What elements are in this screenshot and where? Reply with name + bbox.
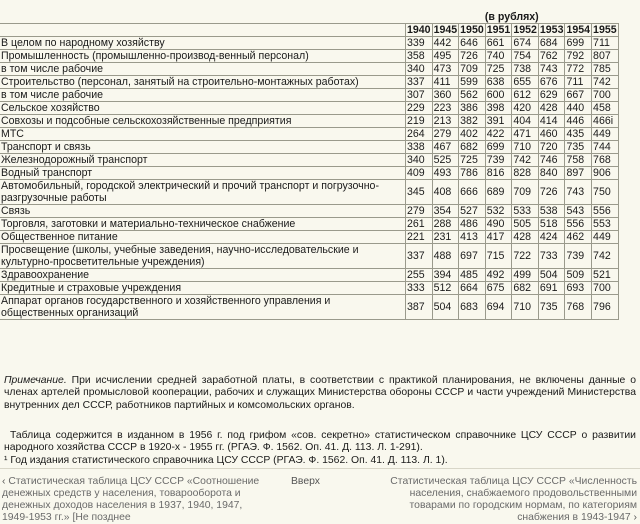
cell-value: 504 xyxy=(538,269,565,282)
row-label: в том числе рабочие xyxy=(0,89,406,102)
cell-value: 391 xyxy=(485,115,512,128)
cell-value: 340 xyxy=(406,63,433,76)
cell-value: 345 xyxy=(406,180,433,205)
next-link[interactable] xyxy=(378,476,637,524)
year-header-1952: 1952 xyxy=(513,24,537,36)
cell-value: 387 xyxy=(406,295,433,320)
year-header-1945: 1945 xyxy=(433,24,458,36)
cell-value: 339 xyxy=(406,37,433,50)
cell-value: 700 xyxy=(592,89,619,102)
cell-value: 772 xyxy=(565,63,592,76)
cell-value: 279 xyxy=(406,205,433,218)
cell-value: 223 xyxy=(432,102,459,115)
cell-value: 495 xyxy=(432,50,459,63)
row-label: Аппарат органов государственного и хозяйственного управления и общественных организаций xyxy=(0,295,406,320)
table-row xyxy=(0,269,618,282)
cell-value: 906 xyxy=(592,167,619,180)
cell-value: 840 xyxy=(538,167,565,180)
source-text: Таблица содержится в изданном в 1956 г. под грифом «сов. секретно» статистическом справочнике ЦСУ СССР о развитии народного хозяйства СССР в 1920-х - 1955 гг. (РГАЭ. Ф. 1562. Оп. 41. Д. 113. Л. 1-291). xyxy=(4,430,636,454)
cell-value: 738 xyxy=(512,63,539,76)
row-label: Сельское хозяйство xyxy=(0,102,406,115)
cell-value: 709 xyxy=(459,63,486,76)
cell-value: 562 xyxy=(459,89,486,102)
cell-value: 538 xyxy=(538,205,565,218)
cell-value: 711 xyxy=(565,76,592,89)
source-paragraph xyxy=(4,430,636,467)
cell-value: 492 xyxy=(485,269,512,282)
cell-value: 553 xyxy=(592,218,619,231)
cell-value: 675 xyxy=(485,282,512,295)
cell-value: 661 xyxy=(485,37,512,50)
cell-value: 689 xyxy=(485,180,512,205)
prev-link[interactable] xyxy=(2,476,264,524)
cell-value: 735 xyxy=(538,295,565,320)
header-spacer xyxy=(0,24,406,37)
cell-value: 792 xyxy=(565,50,592,63)
cell-value: 307 xyxy=(406,89,433,102)
row-label: МТС xyxy=(0,128,406,141)
cell-value: 750 xyxy=(592,180,619,205)
cell-value: 221 xyxy=(406,231,433,244)
cell-value: 467 xyxy=(432,141,459,154)
cell-value: 691 xyxy=(538,282,565,295)
note-lead: Примечание. xyxy=(4,375,67,386)
cell-value: 446 xyxy=(565,115,592,128)
top-link[interactable]: Вверх xyxy=(291,476,320,487)
table-row xyxy=(0,89,618,102)
cell-value: 556 xyxy=(592,205,619,218)
cell-value: 733 xyxy=(538,244,565,269)
cell-value: 255 xyxy=(406,269,433,282)
table-row xyxy=(0,141,618,154)
year-header-1954: 1954 xyxy=(566,24,591,36)
cell-value: 682 xyxy=(459,141,486,154)
row-label: Просвещение (школы, учебные заведения, научно-исследовательские и культурно-просветительные учреждения) xyxy=(0,244,406,269)
wages-table xyxy=(0,11,619,320)
cell-value: 786 xyxy=(459,167,486,180)
cell-value: 338 xyxy=(406,141,433,154)
note-paragraph xyxy=(4,375,636,412)
cell-value: 402 xyxy=(459,128,486,141)
table-caption-row xyxy=(0,11,618,24)
footer-divider xyxy=(0,468,640,469)
cell-value: 532 xyxy=(485,205,512,218)
cell-value: 518 xyxy=(538,218,565,231)
table-row xyxy=(0,231,618,244)
cell-value: 466i xyxy=(592,115,619,128)
table-row xyxy=(0,205,618,218)
year-header-1951: 1951 xyxy=(486,24,511,36)
cell-value: 213 xyxy=(432,115,459,128)
cell-value: 828 xyxy=(512,167,539,180)
cell-value: 768 xyxy=(592,154,619,167)
cell-value: 279 xyxy=(432,128,459,141)
cell-value: 229 xyxy=(406,102,433,115)
cell-value: 504 xyxy=(432,295,459,320)
cell-value: 722 xyxy=(512,244,539,269)
cell-value: 699 xyxy=(485,141,512,154)
table-row xyxy=(0,295,618,320)
cell-value: 428 xyxy=(538,102,565,115)
year-header-1955: 1955 xyxy=(593,24,617,36)
cell-value: 404 xyxy=(512,115,539,128)
table-row xyxy=(0,167,618,180)
table-body xyxy=(0,37,618,320)
cell-value: 460 xyxy=(538,128,565,141)
cell-value: 462 xyxy=(565,231,592,244)
cell-value: 683 xyxy=(459,295,486,320)
year-header-row xyxy=(0,24,618,37)
cell-value: 674 xyxy=(512,37,539,50)
row-label: Автомобильный, городской электрический и прочий транспорт и погрузочно-разгрузочные работы xyxy=(0,180,406,205)
cell-value: 527 xyxy=(459,205,486,218)
cell-value: 726 xyxy=(459,50,486,63)
table-row xyxy=(0,218,618,231)
cell-value: 664 xyxy=(459,282,486,295)
cell-value: 428 xyxy=(512,231,539,244)
cell-value: 458 xyxy=(592,102,619,115)
cell-value: 512 xyxy=(432,282,459,295)
cell-value: 694 xyxy=(485,295,512,320)
cell-value: 442 xyxy=(432,37,459,50)
cell-value: 340 xyxy=(406,154,433,167)
cell-value: 411 xyxy=(432,76,459,89)
cell-value: 264 xyxy=(406,128,433,141)
row-label: Связь xyxy=(0,205,406,218)
cell-value: 743 xyxy=(565,180,592,205)
cell-value: 743 xyxy=(538,63,565,76)
cell-value: 449 xyxy=(592,128,619,141)
caption-spacer xyxy=(0,11,406,24)
cell-value: 676 xyxy=(538,76,565,89)
cell-value: 629 xyxy=(538,89,565,102)
cell-value: 333 xyxy=(406,282,433,295)
cell-value: 700 xyxy=(592,282,619,295)
cell-value: 288 xyxy=(432,218,459,231)
cell-value: 424 xyxy=(538,231,565,244)
cell-value: 261 xyxy=(406,218,433,231)
cell-value: 449 xyxy=(592,231,619,244)
table-row xyxy=(0,76,618,89)
cell-value: 394 xyxy=(432,269,459,282)
cell-value: 219 xyxy=(406,115,433,128)
next-link-title: Статистическая таблица ЦСУ СССР «Численность населения, снабжаемого продовольственными товарами по городским нормам, по категориям снабжения в 1943-1947 xyxy=(390,476,637,523)
cell-value: 543 xyxy=(565,205,592,218)
cell-value: 768 xyxy=(565,295,592,320)
row-label: Общественное питание xyxy=(0,231,406,244)
cell-value: 742 xyxy=(512,154,539,167)
cell-value: 758 xyxy=(565,154,592,167)
row-label: Промышленность (промышленно-производ-венный персонал) xyxy=(0,50,406,63)
prev-link-title: Статистическая таблица ЦСУ СССР «Соотношение денежных средств у населения, товарооборота и денежных доходов населения в 1937, 1940, 1947, 1949-1953 гг.» [Не позднее xyxy=(2,476,260,523)
cell-value: 746 xyxy=(538,154,565,167)
table-row xyxy=(0,37,618,50)
cell-value: 785 xyxy=(592,63,619,76)
cell-value: 525 xyxy=(432,154,459,167)
cell-value: 711 xyxy=(592,37,619,50)
cell-value: 796 xyxy=(592,295,619,320)
cell-value: 337 xyxy=(406,244,433,269)
cell-value: 505 xyxy=(512,218,539,231)
cell-value: 471 xyxy=(512,128,539,141)
cell-value: 488 xyxy=(432,244,459,269)
row-label: Водный транспорт xyxy=(0,167,406,180)
table-row xyxy=(0,115,618,128)
table-row xyxy=(0,244,618,269)
row-label: Совхозы и подсобные сельскохозяйственные предприятия xyxy=(0,115,406,128)
cell-value: 638 xyxy=(485,76,512,89)
cell-value: 414 xyxy=(538,115,565,128)
cell-value: 682 xyxy=(512,282,539,295)
cell-value: 231 xyxy=(432,231,459,244)
cell-value: 735 xyxy=(565,141,592,154)
row-label: Транспорт и связь xyxy=(0,141,406,154)
cell-value: 897 xyxy=(565,167,592,180)
cell-value: 417 xyxy=(485,231,512,244)
table-row xyxy=(0,102,618,115)
cell-value: 725 xyxy=(459,154,486,167)
cell-value: 742 xyxy=(592,76,619,89)
note-text: При исчислении средней заработной платы, в соответствии с практикой планирования, не включены данные о членах артелей промысловой кооперации, рабочих и служащих Министерства обороны СССР и части учреждений Министерства внутренних дел СССР, работников партийных и комсомольских органов. xyxy=(4,375,636,411)
cell-value: 409 xyxy=(406,167,433,180)
cell-value: 398 xyxy=(485,102,512,115)
cell-value: 684 xyxy=(538,37,565,50)
cell-value: 720 xyxy=(538,141,565,154)
cell-value: 612 xyxy=(512,89,539,102)
unit-caption: (в рублях) xyxy=(484,11,539,23)
cell-value: 422 xyxy=(485,128,512,141)
row-label: Железнодорожный транспорт xyxy=(0,154,406,167)
row-label: в том числе рабочие xyxy=(0,63,406,76)
cell-value: 486 xyxy=(459,218,486,231)
cell-value: 646 xyxy=(459,37,486,50)
cell-value: 699 xyxy=(565,37,592,50)
table-row xyxy=(0,50,618,63)
table-row xyxy=(0,63,618,76)
cell-value: 725 xyxy=(485,63,512,76)
cell-value: 667 xyxy=(565,89,592,102)
cell-value: 533 xyxy=(512,205,539,218)
year-header-1950: 1950 xyxy=(460,24,484,36)
cell-value: 754 xyxy=(512,50,539,63)
cell-value: 807 xyxy=(592,50,619,63)
cell-value: 744 xyxy=(592,141,619,154)
year-header-1940: 1940 xyxy=(407,24,431,36)
cell-value: 666 xyxy=(459,180,486,205)
cell-value: 499 xyxy=(512,269,539,282)
next-arrow-icon: › xyxy=(633,512,637,523)
cell-value: 710 xyxy=(512,295,539,320)
cell-value: 435 xyxy=(565,128,592,141)
source-footnote: ¹ Год издания статистического справочника ЦСУ СССР (РГАЭ. Ф. 1562. Оп. 41. Д. 113. Л. 1). xyxy=(4,454,448,466)
cell-value: 386 xyxy=(459,102,486,115)
table-row xyxy=(0,180,618,205)
cell-value: 360 xyxy=(432,89,459,102)
cell-value: 413 xyxy=(459,231,486,244)
prev-arrow-icon: ‹ xyxy=(2,476,6,487)
year-header-1953: 1953 xyxy=(539,24,564,36)
cell-value: 473 xyxy=(432,63,459,76)
cell-value: 509 xyxy=(565,269,592,282)
cell-value: 600 xyxy=(485,89,512,102)
row-label: Строительство (персонал, занятый на строительно-монтажных работах) xyxy=(0,76,406,89)
cell-value: 354 xyxy=(432,205,459,218)
row-label: Здравоохранение xyxy=(0,269,406,282)
row-label: В целом по народному хозяйству xyxy=(0,37,406,50)
cell-value: 493 xyxy=(432,167,459,180)
row-label: Кредитные и страховые учреждения xyxy=(0,282,406,295)
table-row xyxy=(0,282,618,295)
cell-value: 358 xyxy=(406,50,433,63)
cell-value: 420 xyxy=(512,102,539,115)
cell-value: 726 xyxy=(538,180,565,205)
table-row xyxy=(0,154,618,167)
row-label: Торговля, заготовки и материально-техническое снабжение xyxy=(0,218,406,231)
cell-value: 440 xyxy=(565,102,592,115)
cell-value: 408 xyxy=(432,180,459,205)
cell-value: 739 xyxy=(485,154,512,167)
cell-value: 521 xyxy=(592,269,619,282)
cell-value: 762 xyxy=(538,50,565,63)
cell-value: 599 xyxy=(459,76,486,89)
cell-value: 710 xyxy=(512,141,539,154)
cell-value: 709 xyxy=(512,180,539,205)
cell-value: 693 xyxy=(565,282,592,295)
cell-value: 337 xyxy=(406,76,433,89)
cell-value: 485 xyxy=(459,269,486,282)
cell-value: 556 xyxy=(565,218,592,231)
cell-value: 382 xyxy=(459,115,486,128)
cell-value: 740 xyxy=(485,50,512,63)
cell-value: 739 xyxy=(565,244,592,269)
table-row xyxy=(0,128,618,141)
cell-value: 655 xyxy=(512,76,539,89)
cell-value: 697 xyxy=(459,244,486,269)
cell-value: 742 xyxy=(592,244,619,269)
cell-value: 816 xyxy=(485,167,512,180)
cell-value: 715 xyxy=(485,244,512,269)
cell-value: 490 xyxy=(485,218,512,231)
